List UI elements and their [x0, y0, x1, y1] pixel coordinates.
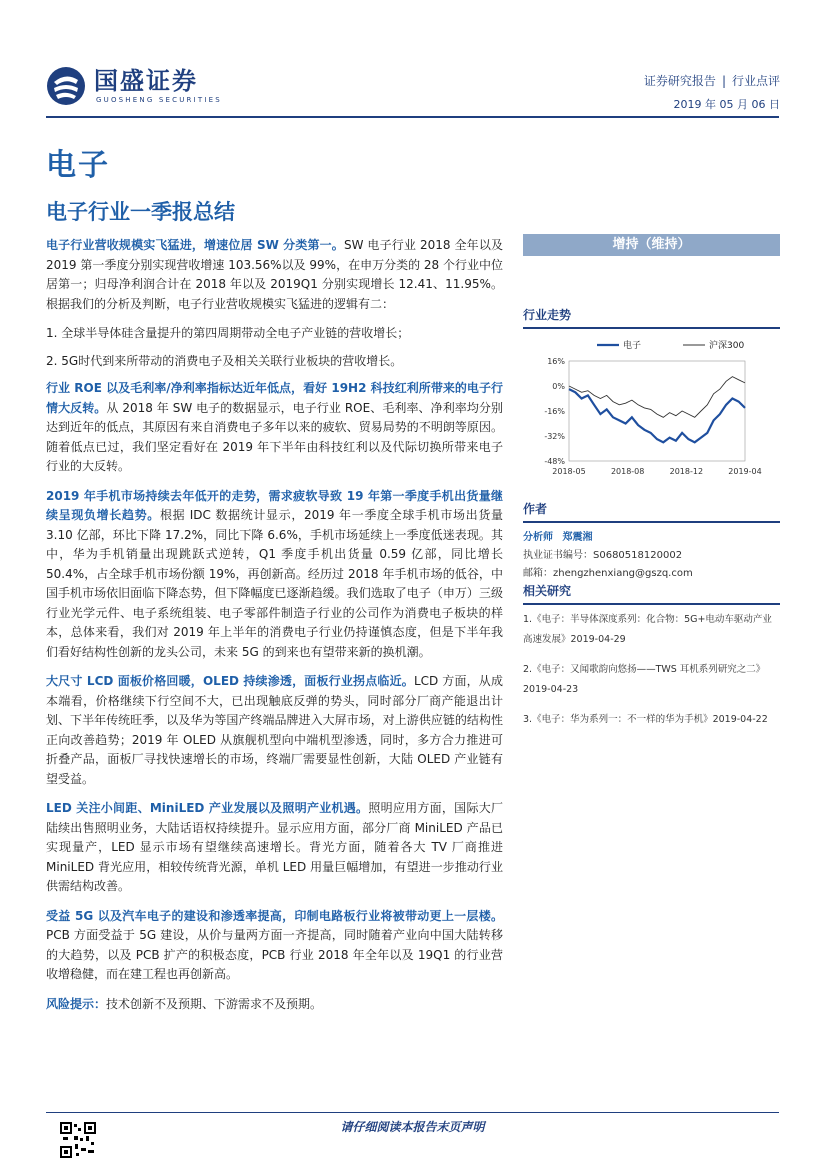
research-title: 相关研究: [523, 582, 780, 605]
paragraph-body: SW 电子行业 2018 全年以及 2019 第一季度分别实现营收增速 103.56%以及 99%，在申万分类的 28 个行业中位居第一；归母净利润合计在 2018 年以及 2019Q1 分别实现增长 12.41、11.95%。根据我们的分析及判断，电子行业营收规模实飞猛进的逻辑有二：: [46, 238, 503, 311]
research-section: [523, 582, 780, 605]
analyst-name: 郑震湘: [562, 532, 593, 543]
paragraph-body: 根据 IDC 数据统计显示，2019 年一季度全球手机市场出货量 3.10 亿部，环比下降 17.2%，同比下降 6.6%，手机市场延续上一季度低迷表现。其中，华为手机销量出现跳跃式逆转，Q1 季度手机出货量 0.59 亿部，同比增长 50.4%，占全球手机市场份额 19%，再创新高。经历过 2018 年手机市场的低谷，中国手机市场依旧面临下降态势，但下降幅度已逐渐趋缓。我们选取了电子（申万）三级行业光学元件、电子系统组装、电子零部件制造子行业的公司作为消费电子板块的样本，总体来看，我们对 2019 年上半年的消费电子行业仍持谨慎态度，但是下半年我们看好结构性创新的龙头公司，未来 5G 的到来也有望带来新的换机潮。: [46, 508, 503, 659]
footer-divider: [46, 1112, 779, 1113]
series-line-electronics: [569, 389, 745, 442]
paragraph-lead: 大尺寸 LCD 面板价格回暖，OLED 持续渗透，面板行业拐点临近。: [46, 674, 414, 688]
brand-name: 国盛证券: [94, 67, 198, 95]
y-tick-label: 16%: [547, 357, 565, 366]
main-content: [46, 236, 503, 1024]
email-label: 邮箱：: [523, 568, 553, 579]
author-section: [523, 500, 780, 583]
chart-plot-frame: [569, 361, 745, 461]
report-type: [644, 72, 780, 89]
analyst-line: [523, 529, 780, 547]
paragraph-body: LCD 方面，从成本端看，价格继续下行空间不大，已出现触底反弹的势头，同时部分厂商产能退出计划、下半年传统旺季，以及华为等国产终端品牌进入大屏市场，对上游供应链的结构性正向改善趋势；2019 年 OLED 从旗舰机型向中端机型渗透，同时，多方合力推进可折叠产品，面板厂寻找快速增长的市场，终端厂需要显性创新，大陆 OLED 产业链有望受益。: [46, 674, 503, 786]
footer-disclaimer: 请仔细阅读本报告末页声明: [340, 1120, 485, 1134]
paragraph-3: [46, 487, 503, 663]
paragraph-body: 照明应用方面，国际大厂陆续出售照明业务，大陆话语权持续提升。显示应用方面，部分厂商 MiniLED 产品已实现量产，LED 显示市场有望继续高速增长。背光方面，随着各大 TV 厂商推进 MiniLED 背光应用，相较传统背光源，单机 LED 用量巨幅增加，有望进一步推动行业供需结构改善。: [46, 801, 503, 893]
report-title: 电子行业一季报总结: [46, 199, 235, 224]
header-separator: |: [721, 74, 726, 88]
cert-number: S0680518120002: [593, 550, 683, 561]
analyst-label: 分析师: [523, 532, 553, 543]
paragraph-body: PCB 方面受益于 5G 建设，从价与量两方面一齐提高，同时随着产业向中国大陆转移的大趋势，以及 PCB 扩产的积极态度，PCB 行业 2018 年全年以及 19Q1 的行业营收增稳健，而在建工程也再创新高。: [46, 928, 503, 981]
cert-label: 执业证书编号：: [523, 550, 593, 561]
y-tick-label: 0%: [552, 382, 565, 391]
cert-line: [523, 547, 780, 565]
research-item[interactable]: 3.《电子：华为系列一：不一样的华为手机》2019-04-22: [523, 714, 768, 725]
series-line-hs300: [569, 377, 745, 418]
rating-badge: 增持（维持）: [523, 234, 780, 256]
paragraph-4: [46, 672, 503, 789]
report-date: 2019 年 05 月 06 日: [673, 98, 780, 111]
paragraph-lead: LED 关注小间距、MiniLED 产业发展以及照明产业机遇。: [46, 801, 369, 815]
x-tick-label: 2018-05: [552, 467, 586, 476]
paragraph-1: [46, 236, 503, 314]
research-list: [523, 610, 780, 740]
paragraph-5: [46, 799, 503, 897]
report-type-label: 证券研究报告: [643, 74, 716, 88]
paragraph-lead: 2019 年手机市场持续去年低开的走势，需求疲软导致 19 年第一季度手机出货量继续呈现负增长趋势。: [46, 488, 503, 522]
research-item[interactable]: 1.《电子：半导体深度系列：化合物：5G+电动车驱动产业高速发展》2019-04-29: [523, 614, 772, 645]
x-tick-label: 2019-04: [728, 467, 762, 476]
brand-name-en: GUOSHENG SECURITIES: [96, 96, 222, 104]
risk-warning: [46, 995, 503, 1015]
author-title: 作者: [523, 500, 780, 523]
report-subtype-label: 行业点评: [731, 74, 780, 88]
email-link[interactable]: zhengzhenxiang@gszq.com: [553, 568, 693, 579]
y-tick-label: -48%: [544, 457, 565, 466]
paragraph-6: [46, 907, 503, 985]
research-item[interactable]: 2.《电子：又闻歌韵向悠扬——TWS 耳机系列研究之二》2019-04-23: [523, 664, 766, 695]
risk-lead: 风险提示：: [46, 996, 107, 1011]
trend-chart: [523, 337, 780, 489]
sidebar: [523, 234, 780, 725]
header-divider: [46, 116, 779, 118]
paragraph-2: [46, 379, 503, 477]
paragraph-lead: 行业 ROE 以及毛利率/净利率指标达近年低点，看好 19H2 科技红利所带来的电子行情大反转。: [46, 381, 503, 415]
legend-label: 电子: [623, 341, 642, 351]
legend-label: 沪深300: [709, 341, 745, 351]
risk-body: 技术创新不及预期、下游需求不及预期。: [106, 996, 323, 1011]
x-tick-label: 2018-08: [610, 467, 645, 476]
list-item: 1. 全球半导体硅含量提升的第四周期带动全电子产业链的营收增长；: [46, 326, 410, 340]
brand-logo: [46, 66, 226, 106]
sector-title: 电子: [46, 148, 110, 183]
x-tick-label: 2018-12: [669, 467, 704, 476]
y-tick-label: -32%: [544, 432, 565, 441]
paragraph-lead: 受益 5G 以及汽车电子的建设和渗透率提高，印制电路板行业将被带动更上一层楼。: [46, 908, 503, 923]
list-item: 2. 5G时代到来所带动的消费电子及相关关联行业板块的营收增长。: [46, 353, 403, 368]
paragraph-body: 从 2018 年 SW 电子的数据显示，电子行业 ROE、毛利率、净利率均分别达到近年的低点，其原因有来自消费电子多年以来的疲软、贸易局势的不明朗等原因。随着低点已过，我们坚定看好在 2019 年下半年由科技红利以及代际切换所带来电子行业的大反转。: [46, 400, 503, 473]
email-line: [523, 565, 780, 583]
paragraph-lead: 电子行业营收规模实飞猛进，增速位居 SW 分类第一。: [46, 238, 344, 252]
y-tick-label: -16%: [544, 407, 565, 416]
logo-mark-icon: [46, 66, 86, 106]
trend-title: 行业走势: [523, 306, 780, 329]
